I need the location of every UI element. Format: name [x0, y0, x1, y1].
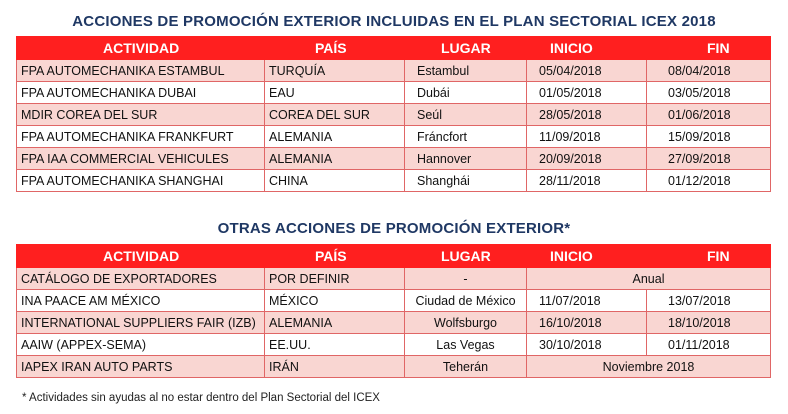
- table1-plan-sectorial: [16, 36, 771, 192]
- cell-pais: CHINA: [265, 170, 405, 192]
- cell-actividad: MDIR COREA DEL SUR: [17, 104, 265, 126]
- cell-fecha: Noviembre 2018: [527, 356, 771, 378]
- header-inicio: INICIO: [527, 37, 647, 60]
- header-inicio: INICIO: [527, 245, 647, 268]
- cell-lugar: Fráncfort: [405, 126, 527, 148]
- cell-lugar: Hannover: [405, 148, 527, 170]
- cell-pais: POR DEFINIR: [265, 268, 405, 290]
- footnote: * Actividades sin ayudas al no estar dentro del Plan Sectorial del ICEX: [22, 392, 380, 404]
- cell-fin: 08/04/2018: [647, 60, 771, 82]
- table-row: [17, 170, 771, 192]
- header-fin: FIN: [647, 245, 771, 268]
- cell-fin: 01/12/2018: [647, 170, 771, 192]
- cell-lugar: Ciudad de México: [405, 290, 527, 312]
- table2-title: OTRAS ACCIONES DE PROMOCIÓN EXTERIOR*: [217, 220, 571, 237]
- cell-pais: EAU: [265, 82, 405, 104]
- table2-header-row: [17, 245, 771, 268]
- table-row: [17, 60, 771, 82]
- header-lugar: LUGAR: [405, 37, 527, 60]
- cell-actividad: CATÁLOGO DE EXPORTADORES: [17, 268, 265, 290]
- cell-pais: ALEMANIA: [265, 126, 405, 148]
- cell-inicio: 28/11/2018: [527, 170, 647, 192]
- cell-lugar: Wolfsburgo: [405, 312, 527, 334]
- table-row: [17, 126, 771, 148]
- cell-pais: COREA DEL SUR: [265, 104, 405, 126]
- header-pais: PAÍS: [265, 37, 405, 60]
- header-fin: FIN: [647, 37, 771, 60]
- table1-header-row: [17, 37, 771, 60]
- cell-lugar: Dubái: [405, 82, 527, 104]
- cell-actividad: FPA IAA COMMERCIAL VEHICULES: [17, 148, 265, 170]
- cell-actividad: FPA AUTOMECHANIKA FRANKFURT: [17, 126, 265, 148]
- table-row: [17, 356, 771, 378]
- table2-otras-acciones: [16, 244, 771, 378]
- table-row: [17, 148, 771, 170]
- header-lugar: LUGAR: [405, 245, 527, 268]
- cell-lugar: Shanghái: [405, 170, 527, 192]
- cell-lugar: -: [405, 268, 527, 290]
- cell-lugar: Estambul: [405, 60, 527, 82]
- cell-actividad: FPA AUTOMECHANIKA ESTAMBUL: [17, 60, 265, 82]
- cell-pais: TURQUÍA: [265, 60, 405, 82]
- cell-actividad: INA PAACE AM MÉXICO: [17, 290, 265, 312]
- table-row: [17, 268, 771, 290]
- cell-fin: 01/11/2018: [647, 334, 771, 356]
- cell-fin: 01/06/2018: [647, 104, 771, 126]
- cell-inicio: 01/05/2018: [527, 82, 647, 104]
- cell-fin: 18/10/2018: [647, 312, 771, 334]
- cell-fin: 13/07/2018: [647, 290, 771, 312]
- cell-inicio: 20/09/2018: [527, 148, 647, 170]
- cell-pais: ALEMANIA: [265, 312, 405, 334]
- header-pais: PAÍS: [265, 245, 405, 268]
- cell-pais: IRÁN: [265, 356, 405, 378]
- header-actividad: ACTIVIDAD: [17, 245, 265, 268]
- cell-inicio: 05/04/2018: [527, 60, 647, 82]
- cell-lugar: Seúl: [405, 104, 527, 126]
- cell-actividad: FPA AUTOMECHANIKA SHANGHAI: [17, 170, 265, 192]
- cell-lugar: Teherán: [405, 356, 527, 378]
- cell-actividad: AAIW (APPEX-SEMA): [17, 334, 265, 356]
- cell-fin: 15/09/2018: [647, 126, 771, 148]
- table-row: [17, 290, 771, 312]
- cell-inicio: 28/05/2018: [527, 104, 647, 126]
- cell-pais: EE.UU.: [265, 334, 405, 356]
- cell-pais: ALEMANIA: [265, 148, 405, 170]
- header-actividad: ACTIVIDAD: [17, 37, 265, 60]
- cell-inicio: 30/10/2018: [527, 334, 647, 356]
- cell-inicio: 16/10/2018: [527, 312, 647, 334]
- table-row: [17, 334, 771, 356]
- cell-inicio: 11/09/2018: [527, 126, 647, 148]
- cell-fecha: Anual: [527, 268, 771, 290]
- cell-actividad: IAPEX IRAN AUTO PARTS: [17, 356, 265, 378]
- table1-title: ACCIONES DE PROMOCIÓN EXTERIOR INCLUIDAS EN EL PLAN SECTORIAL ICEX 2018: [72, 13, 716, 30]
- cell-fin: 03/05/2018: [647, 82, 771, 104]
- table-row: [17, 104, 771, 126]
- cell-pais: MÉXICO: [265, 290, 405, 312]
- cell-actividad: FPA AUTOMECHANIKA DUBAI: [17, 82, 265, 104]
- cell-actividad: INTERNATIONAL SUPPLIERS FAIR (IZB): [17, 312, 265, 334]
- cell-fin: 27/09/2018: [647, 148, 771, 170]
- cell-lugar: Las Vegas: [405, 334, 527, 356]
- table-row: [17, 82, 771, 104]
- table-row: [17, 312, 771, 334]
- cell-inicio: 11/07/2018: [527, 290, 647, 312]
